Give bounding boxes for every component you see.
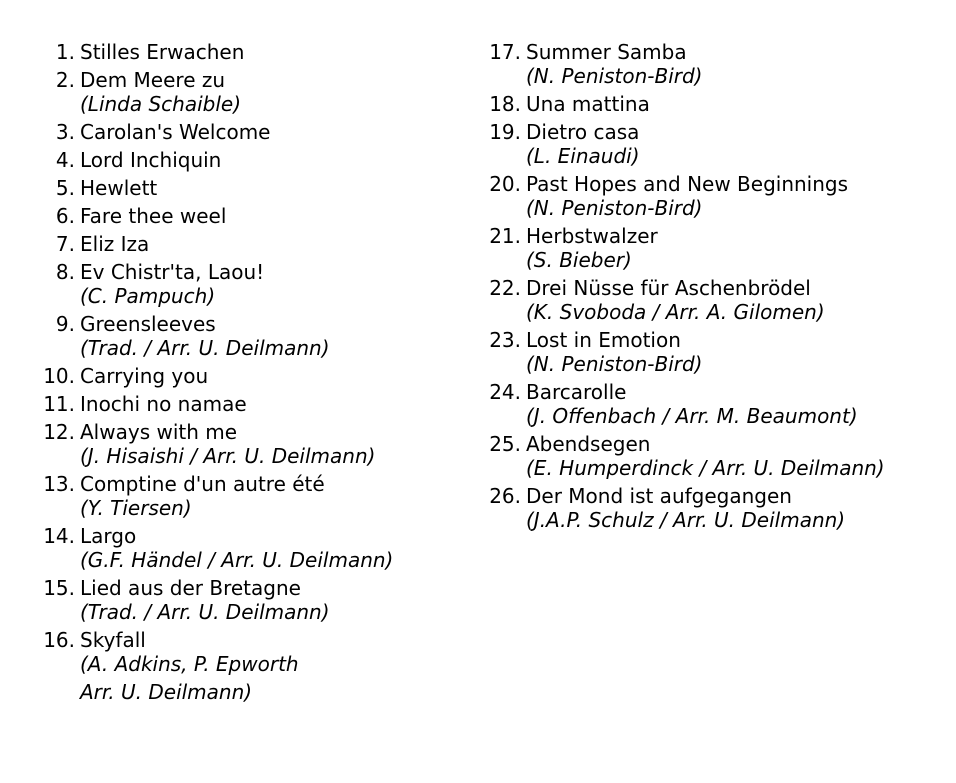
track-item [484, 172, 944, 220]
track-details [526, 432, 944, 480]
track-title: Der Mond ist aufgegangen [526, 484, 792, 508]
track-credit: (N. Peniston-Bird) [526, 64, 703, 88]
track-credit: (J. Hisaishi / Arr. U. Deilmann) [80, 444, 376, 468]
track-credit: (S. Bieber) [526, 248, 632, 272]
track-item [38, 524, 458, 572]
track-number: 12. [43, 420, 75, 444]
track-number: 19. [489, 120, 521, 144]
track-title: Drei Nüsse für Aschenbrödel [526, 276, 811, 300]
track-credit: (Trad. / Arr. U. Deilmann) [80, 600, 330, 624]
track-details [80, 68, 458, 116]
track-details [80, 120, 458, 144]
track-credit: (K. Svoboda / Arr. A. Gilomen) [526, 300, 825, 324]
track-details [80, 232, 458, 256]
track-details [80, 392, 458, 416]
track-title: Lied aus der Bretagne [80, 576, 301, 600]
track-number: 6. [55, 204, 75, 228]
track-item [38, 176, 458, 200]
track-details [526, 328, 944, 376]
track-title: Summer Samba [526, 40, 687, 64]
tracklist-right-column [484, 40, 944, 536]
track-title: Abendsegen [526, 432, 651, 456]
track-title: Fare thee weel [80, 204, 227, 228]
track-number: 9. [55, 312, 75, 336]
track-item [484, 40, 944, 88]
track-title: Dem Meere zu [80, 68, 226, 92]
track-item [38, 472, 458, 520]
track-number: 10. [43, 364, 75, 388]
track-credit: (Y. Tiersen) [80, 496, 192, 520]
track-details [80, 524, 458, 572]
track-number: 5. [55, 176, 75, 200]
track-item [38, 392, 458, 416]
track-title: Always with me [80, 420, 238, 444]
track-item [484, 328, 944, 376]
track-number: 22. [489, 276, 521, 300]
track-details [80, 576, 458, 624]
track-title: Herbstwalzer [526, 224, 658, 248]
track-title: Barcarolle [526, 380, 627, 404]
track-details [80, 364, 458, 388]
track-details [526, 484, 944, 532]
track-details [80, 420, 458, 468]
track-number: 17. [489, 40, 521, 64]
track-item [484, 276, 944, 324]
track-credit-continued: Arr. U. Deilmann) [80, 680, 253, 704]
track-number: 18. [489, 92, 521, 116]
track-item [484, 120, 944, 168]
track-credit: (E. Humperdinck / Arr. U. Deilmann) [526, 456, 885, 480]
track-details [526, 172, 944, 220]
track-credit: (Trad. / Arr. U. Deilmann) [80, 336, 330, 360]
track-details [80, 148, 458, 172]
track-details [80, 472, 458, 520]
track-item [38, 628, 458, 704]
track-title: Skyfall [80, 628, 146, 652]
track-item [38, 40, 458, 64]
track-number: 25. [489, 432, 521, 456]
track-item [484, 432, 944, 480]
track-number: 23. [489, 328, 521, 352]
track-title: Una mattina [526, 92, 650, 116]
track-credit: (G.F. Händel / Arr. U. Deilmann) [80, 548, 394, 572]
track-credit: (L. Einaudi) [526, 144, 640, 168]
track-title: Past Hopes and New Beginnings [526, 172, 849, 196]
track-details [80, 312, 458, 360]
track-item [484, 224, 944, 272]
track-details [526, 224, 944, 272]
track-details [526, 92, 944, 116]
track-details [80, 628, 458, 704]
track-credit: (J.A.P. Schulz / Arr. U. Deilmann) [526, 508, 846, 532]
track-number: 2. [55, 68, 75, 92]
track-details [80, 260, 458, 308]
track-item [38, 204, 458, 228]
track-item [484, 484, 944, 532]
track-number: 4. [55, 148, 75, 172]
track-title: Lord Inchiquin [80, 148, 222, 172]
track-number: 11. [43, 392, 75, 416]
track-item [38, 420, 458, 468]
track-item [38, 148, 458, 172]
track-details [526, 276, 944, 324]
track-number: 20. [489, 172, 521, 196]
track-number: 21. [489, 224, 521, 248]
tracklist-left-column [38, 40, 458, 708]
track-item [38, 68, 458, 116]
track-number: 15. [43, 576, 75, 600]
track-title: Largo [80, 524, 137, 548]
track-details [526, 380, 944, 428]
track-number: 3. [55, 120, 75, 144]
track-number: 26. [489, 484, 521, 508]
track-title: Stilles Erwachen [80, 40, 245, 64]
track-credit: (N. Peniston-Bird) [526, 196, 703, 220]
track-credit: (A. Adkins, P. Epworth [80, 652, 299, 676]
track-credit: (C. Pampuch) [80, 284, 216, 308]
track-number: 14. [43, 524, 75, 548]
track-title: Carrying you [80, 364, 209, 388]
track-title: Dietro casa [526, 120, 640, 144]
track-credit: (N. Peniston-Bird) [526, 352, 703, 376]
track-item [38, 312, 458, 360]
track-details [80, 204, 458, 228]
track-credit: (J. Offenbach / Arr. M. Beaumont) [526, 404, 858, 428]
track-item [484, 380, 944, 428]
track-number: 8. [55, 260, 75, 284]
track-title: Hewlett [80, 176, 158, 200]
track-title: Ev Chistr'ta, Laou! [80, 260, 265, 284]
track-title: Comptine d'un autre été [80, 472, 325, 496]
track-title: Lost in Emotion [526, 328, 681, 352]
track-item [484, 92, 944, 116]
track-title: Eliz Iza [80, 232, 150, 256]
track-number: 7. [55, 232, 75, 256]
track-item [38, 232, 458, 256]
track-title: Greensleeves [80, 312, 216, 336]
track-item [38, 120, 458, 144]
track-number: 16. [43, 628, 75, 652]
track-item [38, 260, 458, 308]
track-number: 24. [489, 380, 521, 404]
track-details [80, 176, 458, 200]
track-number: 1. [55, 40, 75, 64]
track-details [526, 40, 944, 88]
track-item [38, 364, 458, 388]
track-title: Carolan's Welcome [80, 120, 271, 144]
track-details [526, 120, 944, 168]
track-credit: (Linda Schaible) [80, 92, 242, 116]
track-title: Inochi no namae [80, 392, 247, 416]
track-number: 13. [43, 472, 75, 496]
track-item [38, 576, 458, 624]
track-details [80, 40, 458, 64]
